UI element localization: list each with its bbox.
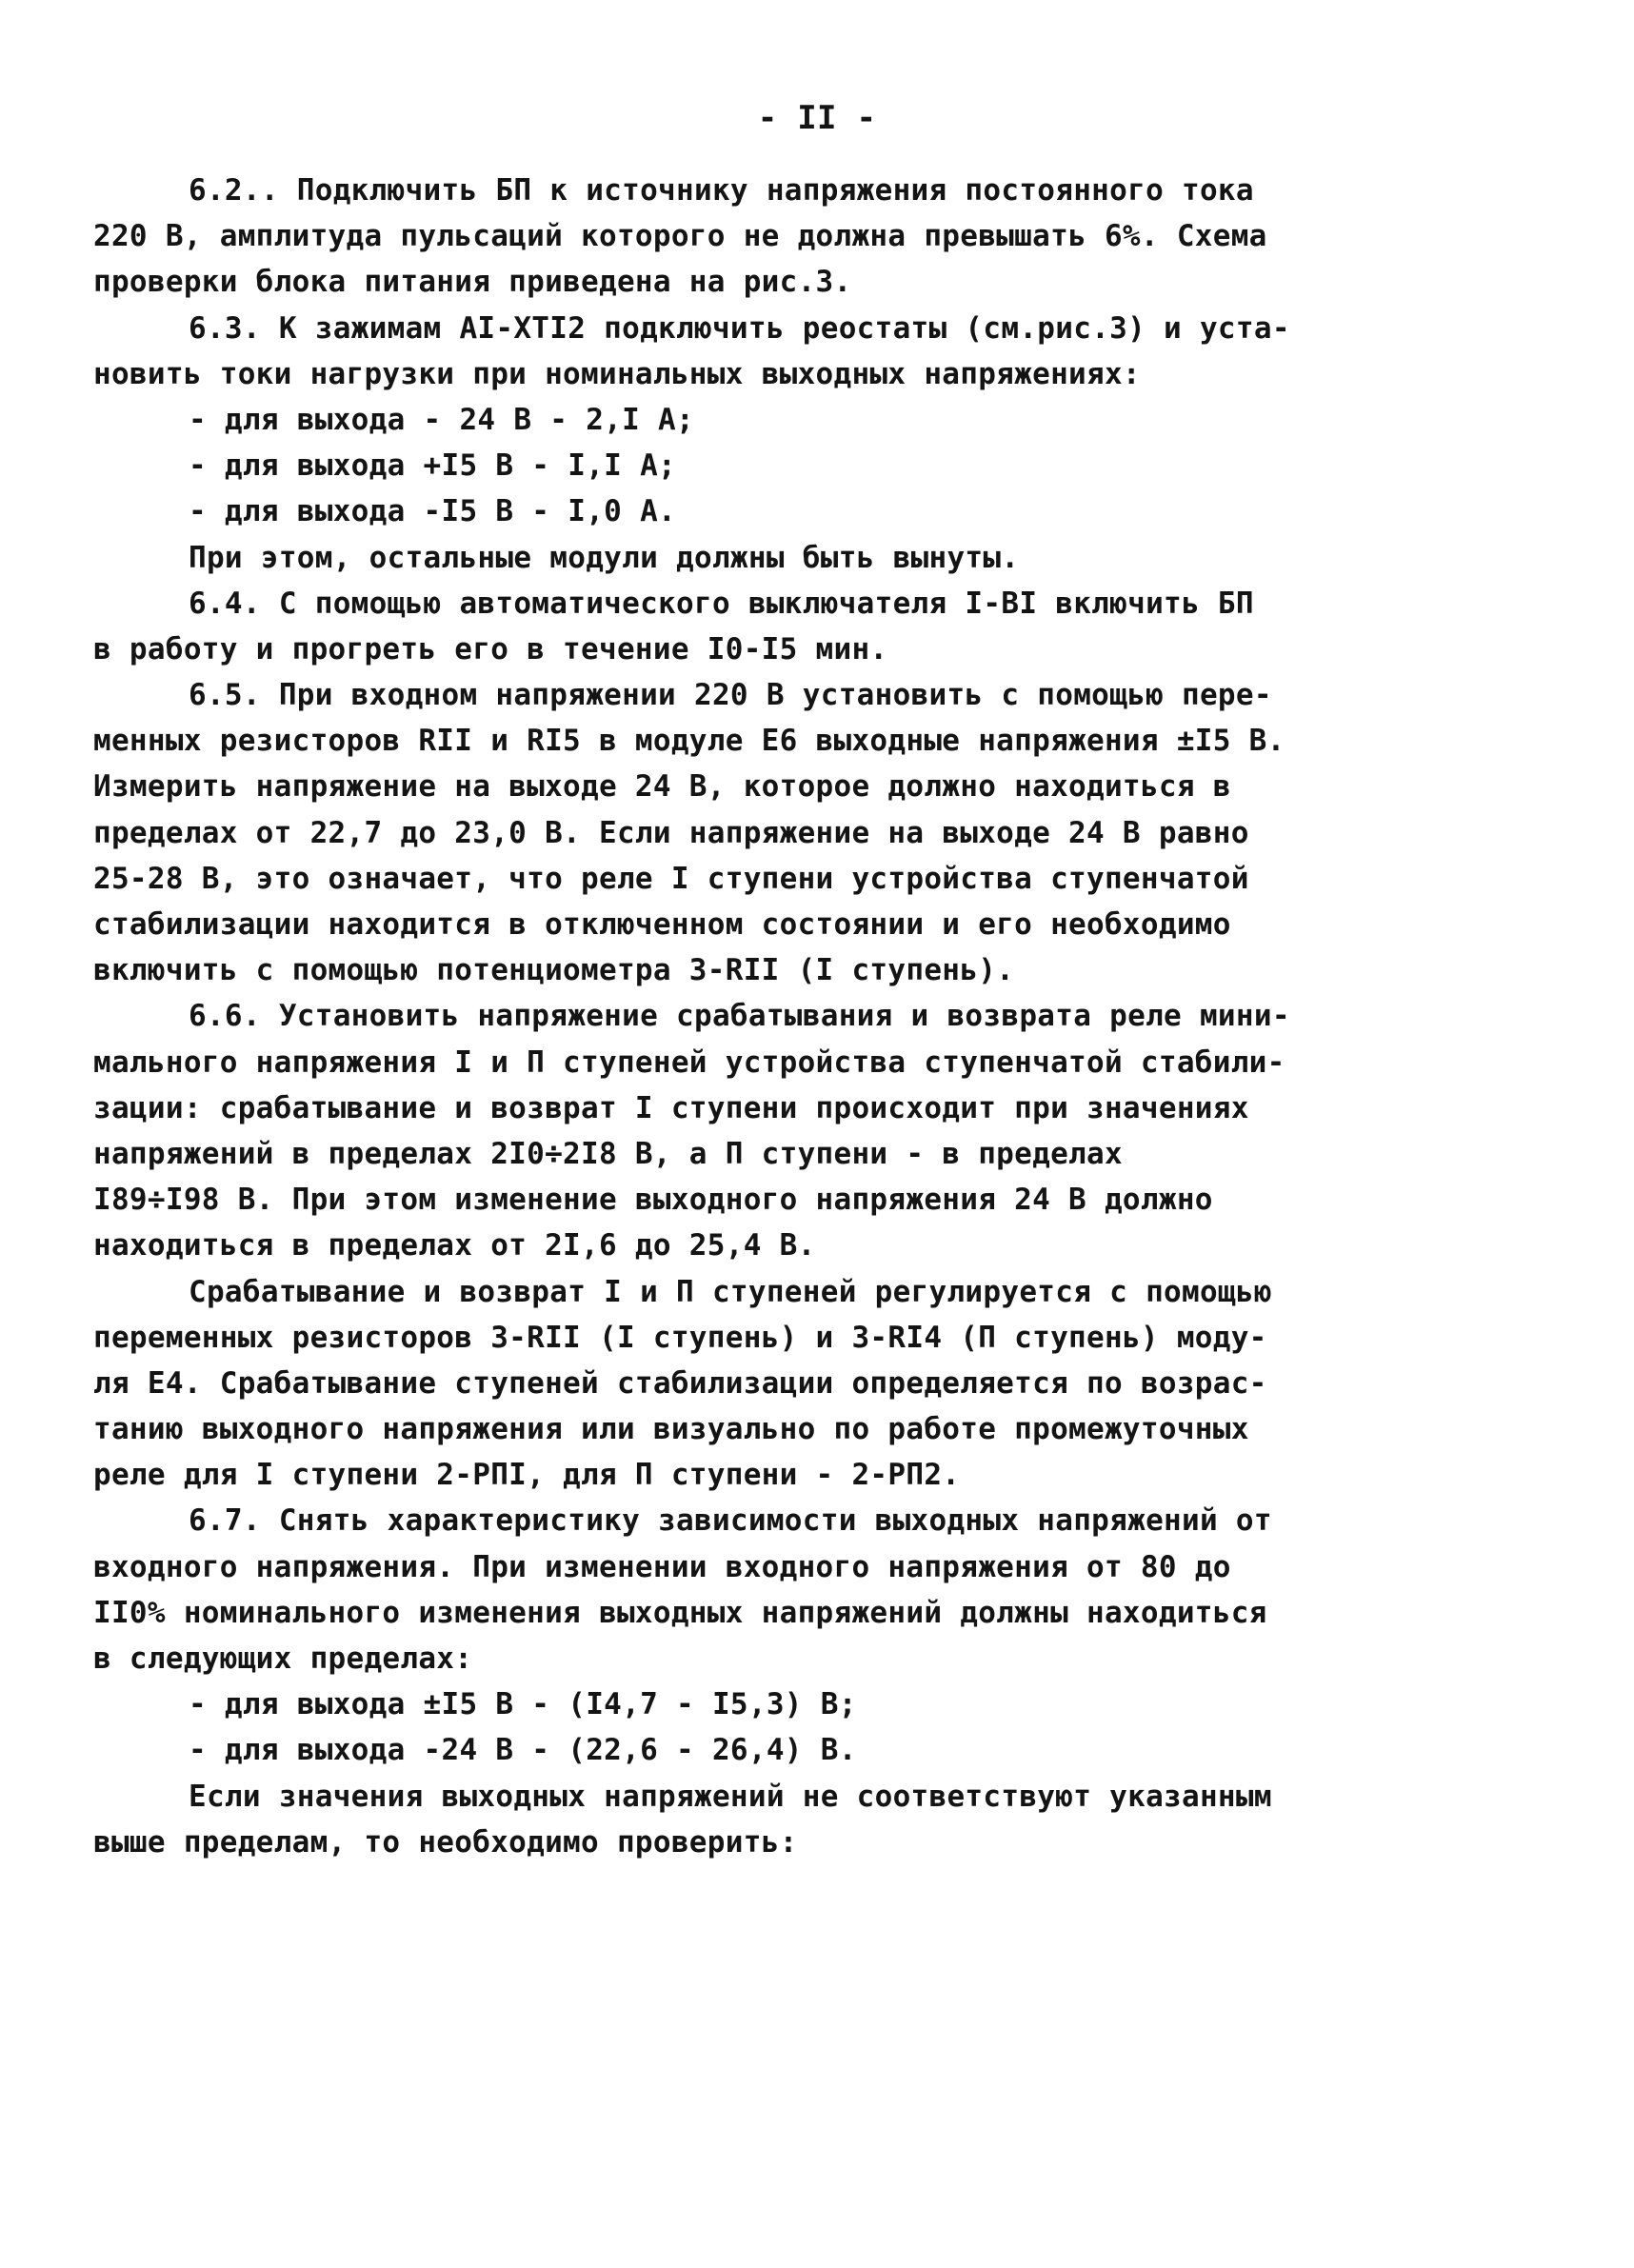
text-line: 6.5. При входном напряжении 220 В установить с помощью пере-: [189, 678, 1272, 713]
text-line: 6.3. К зажимам АI-ХТI2 подключить реостаты (см.рис.3) и уста-: [189, 310, 1290, 346]
text-line: При этом, остальные модули должны быть вынуты.: [189, 540, 1020, 575]
text-line: 6.7. Снять характеристику зависимости выходных напряжений от: [189, 1503, 1272, 1539]
text-line: менных резисторов RII и RI5 в модуле Е6 выходные напряжения ±I5 В.: [93, 724, 1285, 759]
text-line: находиться в пределах от 2I,6 до 25,4 В.: [93, 1228, 816, 1263]
text-line: зации: срабатывание и возврат I ступени происходит при значениях: [93, 1090, 1249, 1125]
text-line: 6.4. С помощью автоматического выключателя I-ВI включить БП: [189, 586, 1254, 621]
text-line: в следующих пределах:: [93, 1641, 473, 1676]
text-line: - для выхода +I5 В - I,I А;: [189, 448, 677, 484]
text-line: Срабатывание и возврат I и П ступеней регулируется с помощью: [189, 1274, 1272, 1309]
text-line: 25-28 В, это означает, что реле I ступени устройства ступенчатой: [93, 861, 1249, 896]
text-line: I89÷I98 В. При этом изменение выходного напряжения 24 В должно: [93, 1183, 1213, 1218]
text-line: входного напряжения. При изменении входного напряжения от 80 до: [93, 1549, 1231, 1584]
text-line: 220 В, амплитуда пульсаций которого не должна превышать 6%. Схема: [93, 219, 1267, 254]
text-line: II0% номинального изменения выходных напряжений должны находиться: [93, 1595, 1267, 1630]
text-line: ля Е4. Срабатывание ступеней стабилизации определяется по возрас-: [93, 1365, 1267, 1401]
page-number: - II -: [757, 99, 877, 137]
text-line: стабилизации находится в отключенном состоянии и его необходимо: [93, 907, 1231, 942]
text-line: 6.2.. Подключить БП к источнику напряжения постоянного тока: [189, 173, 1254, 208]
body-text: [93, 168, 1388, 1865]
text-line: реле для I ступени 2-РПI, для П ступени - 2-РП2.: [93, 1458, 961, 1493]
text-line: пределах от 22,7 до 23,0 В. Если напряжение на выходе 24 В равно: [93, 815, 1249, 850]
text-line: 6.6. Установить напряжение срабатывания и возврата реле мини-: [189, 999, 1290, 1034]
text-line: - для выхода -24 В - (22,6 - 26,4) В.: [189, 1733, 857, 1768]
text-line: переменных резисторов 3-RII (I ступень) и 3-RI4 (П ступень) моду-: [93, 1320, 1267, 1355]
text-line: в работу и прогреть его в течение I0-I5 мин.: [93, 631, 888, 666]
text-line: - для выхода -I5 В - I,0 А.: [189, 494, 677, 529]
text-line: - для выхода ±I5 В - (I4,7 - I5,3) В;: [189, 1687, 857, 1722]
text-line: проверки блока питания приведена на рис.3.: [93, 265, 852, 300]
text-line: мального напряжения I и П ступеней устройства ступенчатой стабили-: [93, 1044, 1285, 1080]
text-line: выше пределам, то необходимо проверить:: [93, 1824, 798, 1860]
text-line: напряжений в пределах 2I0÷2I8 В, а П ступени - в пределах: [93, 1136, 1123, 1171]
text-line: Если значения выходных напряжений не соответствуют указанным: [189, 1779, 1272, 1814]
text-line: включить с помощью потенциометра 3-RII (I ступень).: [93, 953, 1015, 988]
text-line: Измерить напряжение на выходе 24 В, которое должно находиться в: [93, 769, 1231, 805]
text-line: - для выхода - 24 В - 2,I А;: [189, 402, 694, 437]
text-line: новить токи нагрузки при номинальных выходных напряжениях:: [93, 356, 1141, 391]
text-line: танию выходного напряжения или визуально по работе промежуточных: [93, 1412, 1249, 1447]
